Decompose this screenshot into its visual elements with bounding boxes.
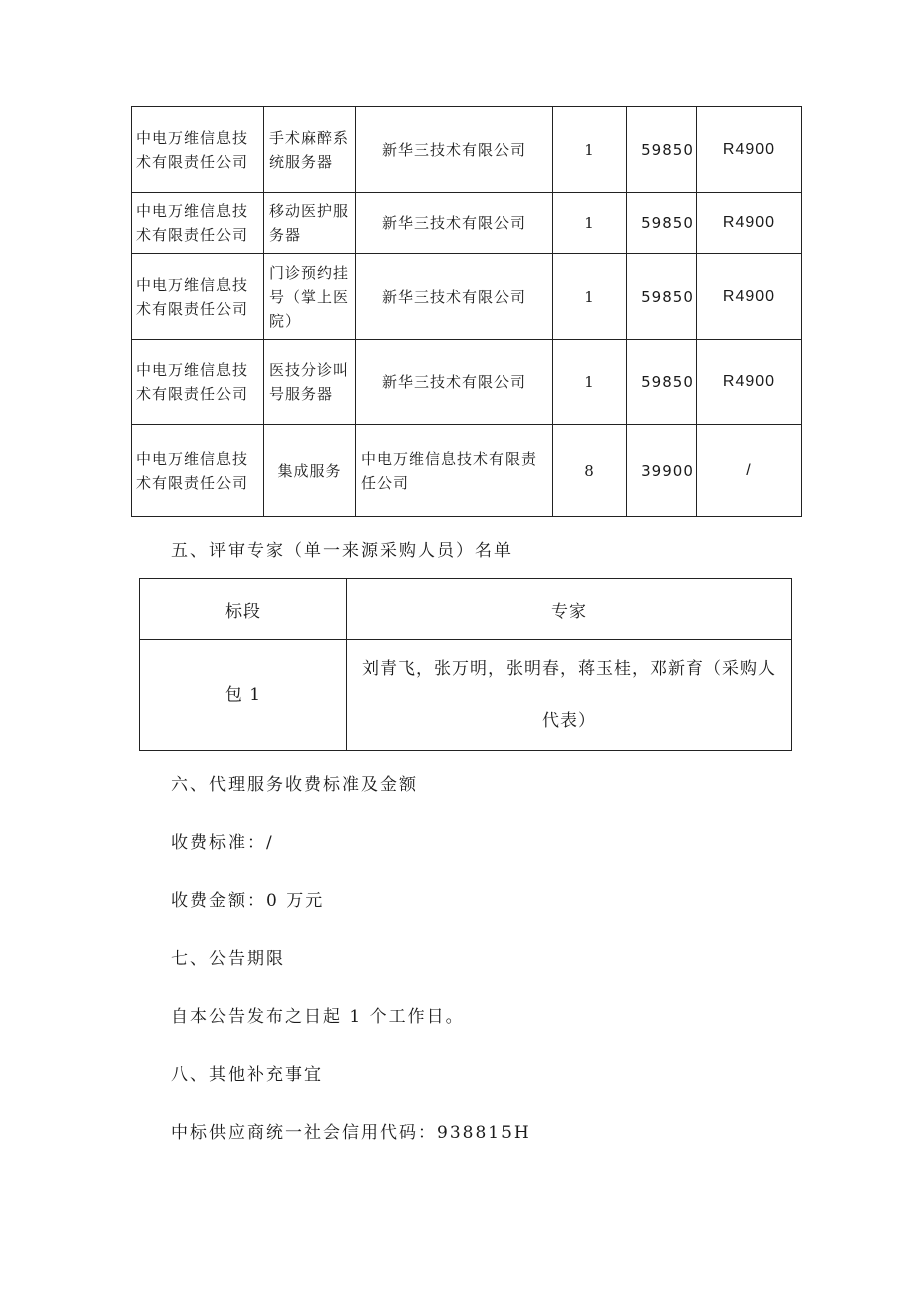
supplier-cell: 中电万维信息技术有限责任公司 xyxy=(132,107,264,193)
item-cell: 门诊预约挂号（掌上医院） xyxy=(264,254,356,340)
section8-heading: 八、其他补充事宜 xyxy=(171,1065,323,1085)
price-cell: 39900 xyxy=(627,425,697,517)
model-cell: R4900 xyxy=(697,254,802,340)
section6-heading: 六、代理服务收费标准及金额 xyxy=(171,775,418,795)
supplier-cell: 中电万维信息技术有限责任公司 xyxy=(132,254,264,340)
qty-cell: 1 xyxy=(553,254,627,340)
price-cell: 59850 xyxy=(627,193,697,254)
notice-period-text: 自本公告发布之日起 1 个工作日。 xyxy=(171,1007,465,1027)
manufacturer-cell: 中电万维信息技术有限责任公司 xyxy=(356,425,553,517)
model-cell: R4900 xyxy=(697,340,802,425)
section7-heading: 七、公告期限 xyxy=(171,949,285,969)
manufacturer-cell: 新华三技术有限公司 xyxy=(356,107,553,193)
table-row xyxy=(132,425,802,517)
price-cell: 59850 xyxy=(627,107,697,193)
section-cell: 包 1 xyxy=(140,640,347,751)
qty-cell: 1 xyxy=(553,193,627,254)
table-header-row xyxy=(140,579,792,640)
qty-cell: 1 xyxy=(553,107,627,193)
price-cell: 59850 xyxy=(627,340,697,425)
fee-amount-text: 收费金额：0 万元 xyxy=(171,891,325,911)
item-cell: 医技分诊叫号服务器 xyxy=(264,340,356,425)
item-cell: 集成服务 xyxy=(264,425,356,517)
table-row xyxy=(140,640,792,751)
model-cell: R4900 xyxy=(697,193,802,254)
credit-code-text: 中标供应商统一社会信用代码：938815H xyxy=(171,1123,531,1143)
expert-table xyxy=(139,578,792,751)
section5-heading: 五、评审专家（单一来源采购人员）名单 xyxy=(171,541,513,561)
qty-cell: 1 xyxy=(553,340,627,425)
price-cell: 59850 xyxy=(627,254,697,340)
item-cell: 移动医护服务器 xyxy=(264,193,356,254)
award-table xyxy=(131,106,802,517)
manufacturer-cell: 新华三技术有限公司 xyxy=(356,193,553,254)
supplier-cell: 中电万维信息技术有限责任公司 xyxy=(132,193,264,254)
experts-cell: 刘青飞，张万明，张明春，蒋玉桂，邓新育（采购人代表） xyxy=(347,640,792,751)
table-row xyxy=(132,107,802,193)
qty-cell: 8 xyxy=(553,425,627,517)
table-row xyxy=(132,254,802,340)
table-row xyxy=(132,193,802,254)
manufacturer-cell: 新华三技术有限公司 xyxy=(356,340,553,425)
table-row xyxy=(132,340,802,425)
section-column-header: 标段 xyxy=(140,579,347,640)
supplier-cell: 中电万维信息技术有限责任公司 xyxy=(132,340,264,425)
supplier-cell: 中电万维信息技术有限责任公司 xyxy=(132,425,264,517)
experts-column-header: 专家 xyxy=(347,579,792,640)
model-cell: / xyxy=(697,425,802,517)
manufacturer-cell: 新华三技术有限公司 xyxy=(356,254,553,340)
model-cell: R4900 xyxy=(697,107,802,193)
fee-standard-text: 收费标准：/ xyxy=(171,833,274,853)
item-cell: 手术麻醉系统服务器 xyxy=(264,107,356,193)
